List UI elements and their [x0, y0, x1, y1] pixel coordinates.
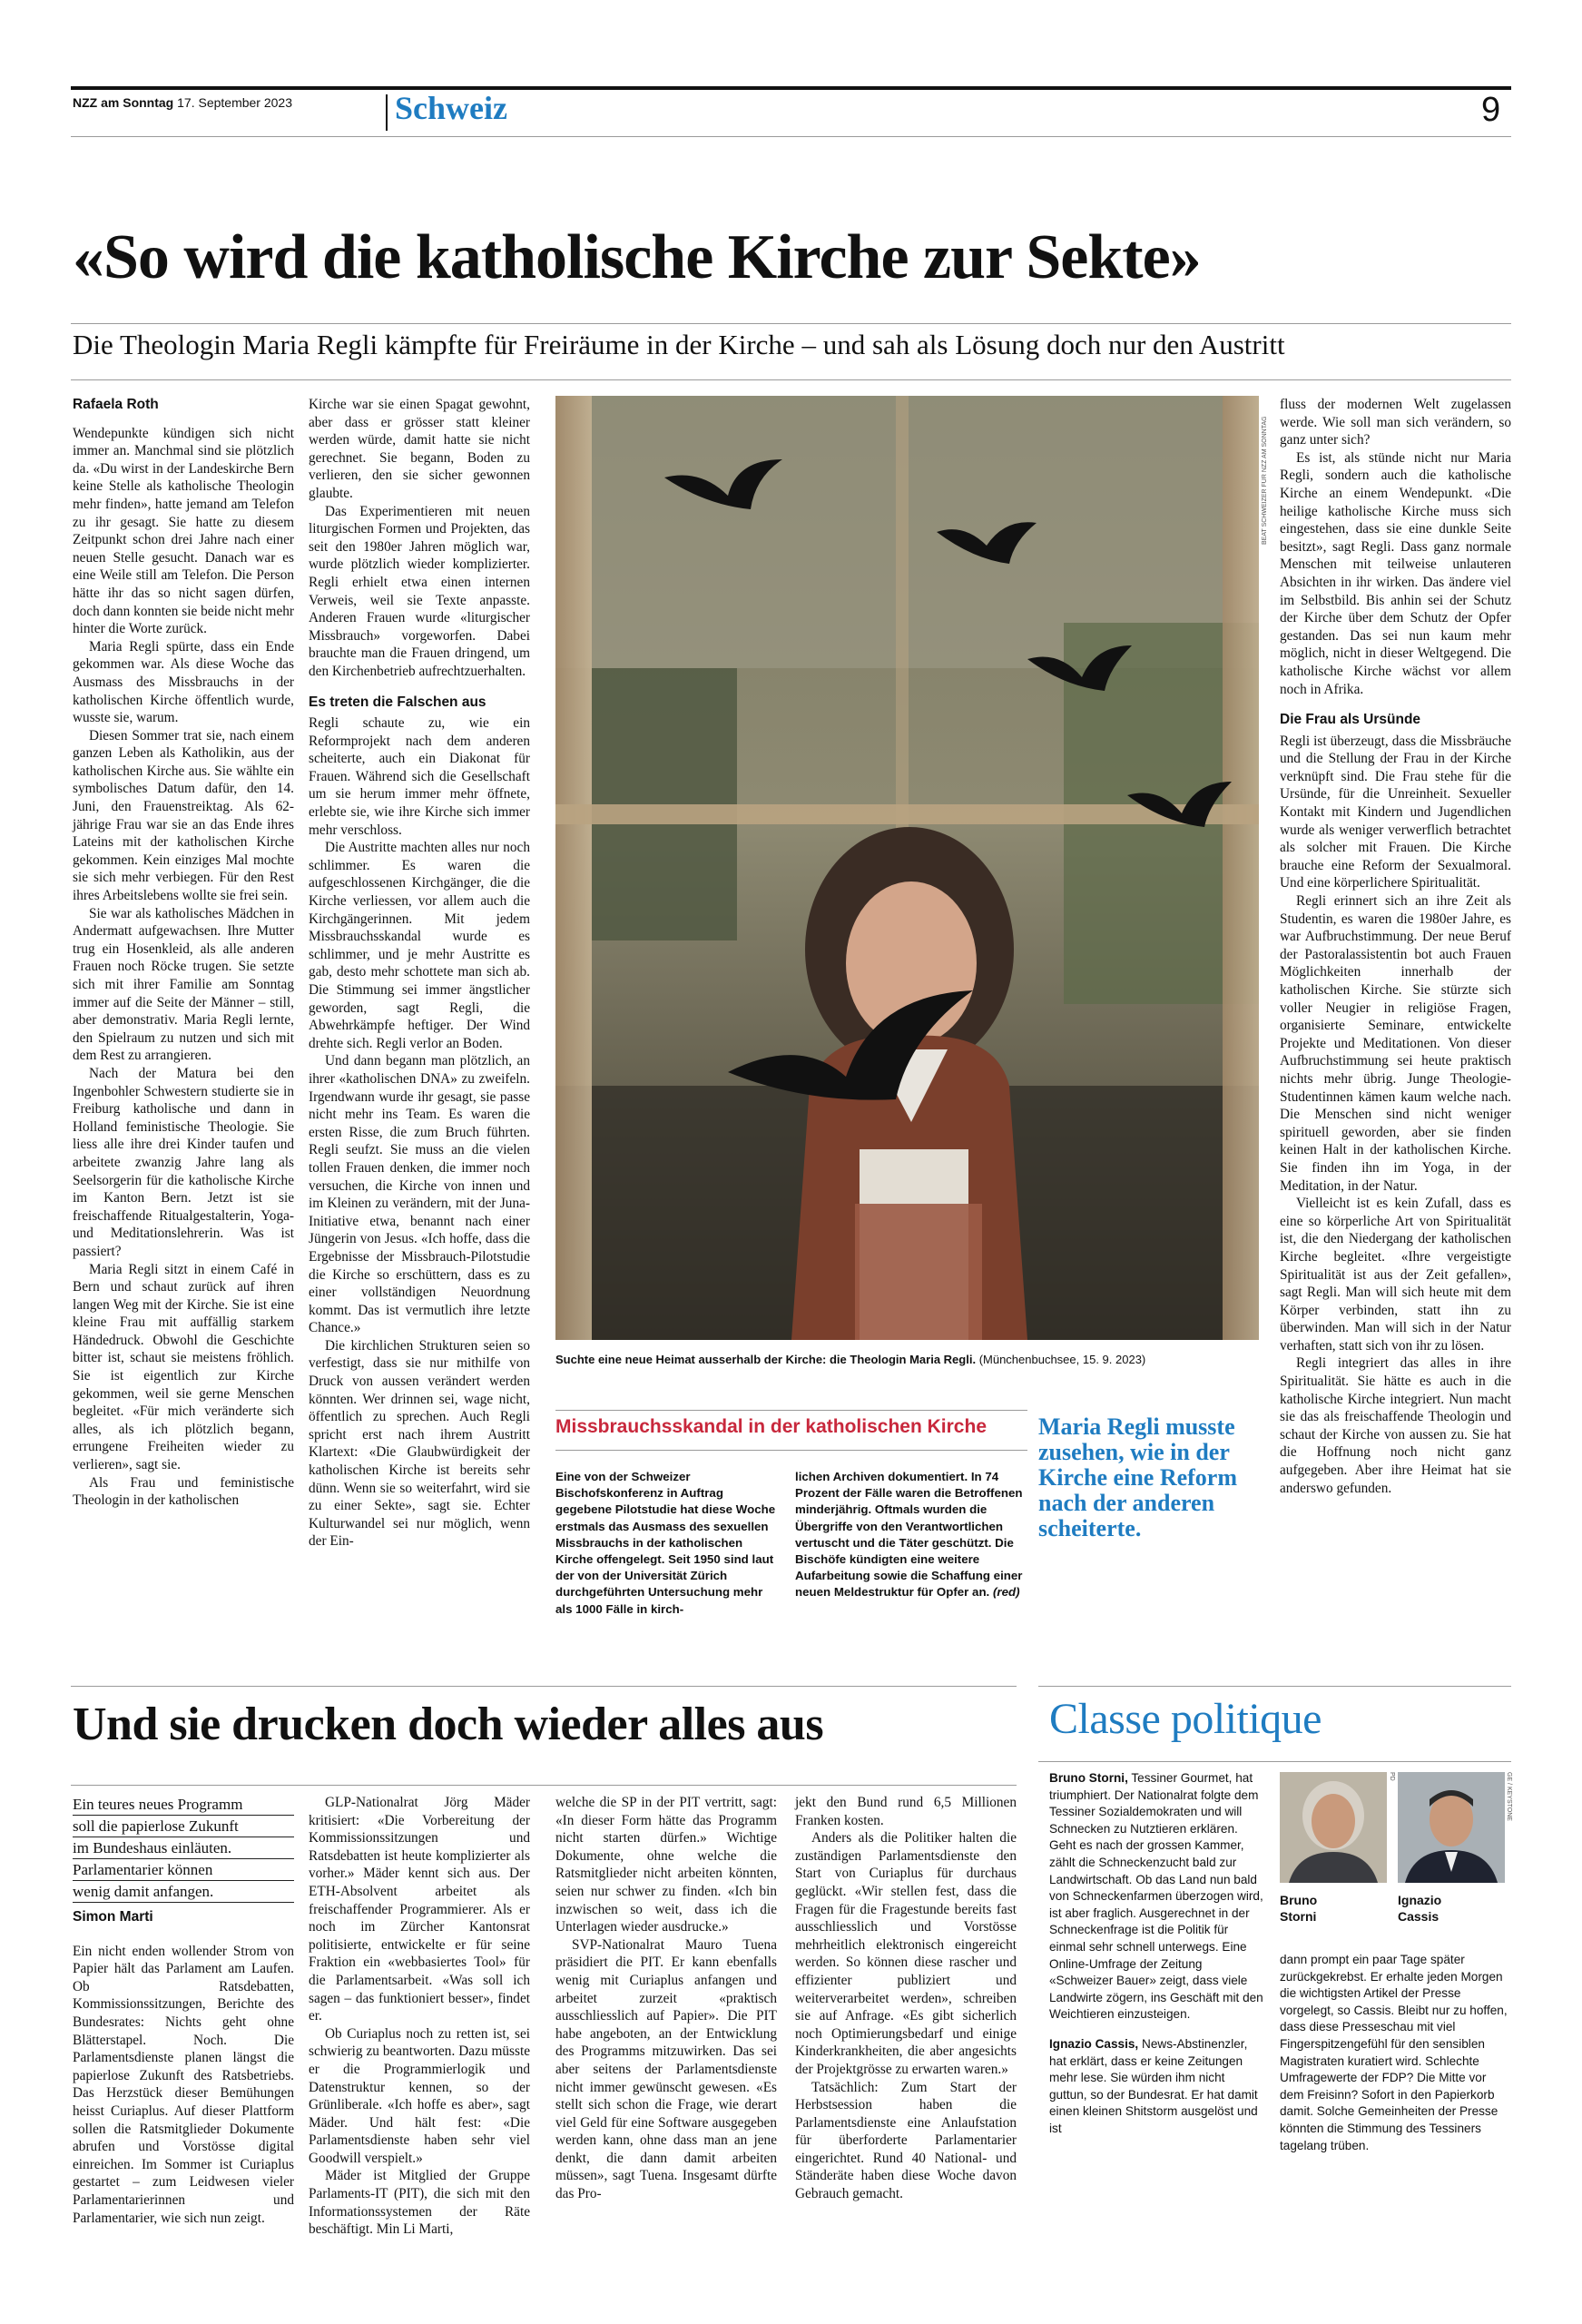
- paragraph: Regli schaute zu, wie ein Reformprojekt nach dem anderen scheiterte, auch ein Diakonat für Frauen. Während sich die Gesellschaft um sie herum immer mehr öffnete, erlebte sie, wie ihre Kirche sich immer mehr verschloss.: [309, 715, 530, 838]
- paper-name: [73, 95, 292, 110]
- author: Rafaela Roth: [73, 397, 159, 412]
- paragraph: Es ist, als stünde nicht nur Maria Regli, sondern auch die katholische Kirche an einem Wendepunkt. «Die heilige katholische Kirche muss sich eingestehen, dass sie eine dunkle Seite besitzt», sagt Regli. Dass ganz normale Menschen mit teilweise unlauteren Absichten in ihr wirken. Das ändere viel im Selbstbild. Bis anhin sei der Schutz der Kirche über dem Schutz der Opfer gestanden. Das sei nun kaum mehr möglich, nicht in dieser Weltgegend. Die katholische Kirche wächst vor allem noch in Afrika.: [1280, 449, 1511, 697]
- article-column-4: [1280, 396, 1511, 1497]
- article-column-2: [309, 396, 530, 1551]
- paragraph: Regli integriert das alles in ihre Spiritualität. Sie hätte es auch in die katholische Kirche integriert. Nun macht sie das als freischaffende Theologin und schaut der Kirche von aussen zu. Sie hat die Hoffnung noch nicht ganz aufgegeben. Aber ihre Heimat hat sie anderswo gefunden.: [1280, 1355, 1511, 1496]
- paragraph: Als Frau und feministische Theologin in der katholischen: [73, 1474, 294, 1509]
- paragraph: Ein nicht enden wollender Strom von Papier hält das Parlament am Laufen. Ob Ratsdebatten, Kommissionssitzungen, Berichte des Bundesrates: Nichts geht ohne Blätterstapel. Noch. Die Parlamentsdienste planen längst die papierlose Zukunft des Ratsbetriebs. Das Herzstück dieser Bemühungen heisst Curiaplus. Auf dieser Plattform sollen die Ratsmitglieder Dokumente abrufen und Vorstösse digital einreichen. Im Sommer ist Curiaplus gestartet – zum Leidwesen vieler Parlamentarierinnen und Parlamentarier, wie sich nun zeigt.: [73, 1943, 294, 2226]
- photo-illustration: [555, 396, 1259, 1340]
- classe-politique-title: Classe politique: [1049, 1695, 1322, 1743]
- caption-location: (Münchenbuchsee, 15. 9. 2023): [978, 1353, 1146, 1366]
- paragraph: welche die SP in der PIT vertritt, sagt: «In dieser Form hätte das Programm nicht starten dürfen.» Wichtige Dokumente, ohne welche die Ratsmitglieder nicht arbeiten könnten, seien nur schwer zu finden. «Ich bin inzwischen so weit, dass ich die Unterlagen wieder ausdrucke.»: [555, 1795, 777, 1935]
- info-box-text: Eine von der Schweizer Bischofskonferenz in Auftrag gegebene Pilotstudie hat diese Woche erstmals das Ausmass des sexuellen Missbrauchs in der katholischen Kirche offengelegt. Seit 1950 sind laut der von der Universität Zürich durchgeführten Untersuchung mehr als 1000 Fälle in kirch-: [555, 1470, 776, 1616]
- paragraph: Ob Curiaplus noch zu retten ist, sei schwierig zu beantworten. Dazu müsste er die Programmierlogik und Datenstruktur kennen, so der Grünliberale. «Ich hoffe es aber», sagt Mäder. Und hält fest: «Die Parlamentsdienste haben sehr viel Goodwill verspielt.»: [309, 2025, 530, 2166]
- photo-label-cassis: Ignazio Cassis: [1398, 1893, 1442, 1924]
- page-number: 9: [1481, 91, 1501, 129]
- article-separator: [71, 1686, 1017, 1687]
- person-name: Ignazio Cassis,: [1049, 2036, 1139, 2051]
- paragraph: Anders als die Politiker halten die zuständigen Parlamentsdienste den Start von Curiaplus für durchaus geglückt. «Wir stellen fest, dass die Fragen für die Fragestunde bereits fast ausschliesslich und Vorstösse mehrheitlich elektronisch eingereicht werden. So können diese rascher und effizienter publiziert und weiterverarbeitet werden», schreiben sie auf Anfrage. «Es gibt sicherlich noch Optimierungsbedarf und einige Kinderkrankheiten, die aber angesichts der Projektgrösse zu erwarten waren.»: [795, 1830, 1017, 2077]
- portrait-bruno-storni: [1280, 1772, 1387, 1883]
- article-column-1: [73, 396, 294, 1510]
- paragraph: Sie war als katholisches Mädchen in Andermatt aufgewachsen. Ihre Mutter trug ein Hosenkleid, als alle anderen Frauen noch Röcke trugen. Sie setzte sich mit ihrer Familie am Sonntag immer auf die Seite der Männer – still, aber demonstrativ. Maria Regli lernte, den Spielraum zu nutzen und sich mit dem Rest zu arrangieren.: [73, 905, 294, 1064]
- paragraph: Mäder ist Mitglied der Gruppe Parlaments-IT (PIT), die sich mit den Informationssystemen der Räte beschäftigt. Min Li Marti,: [309, 2168, 530, 2238]
- paragraph: Das Experimentieren mit neuen liturgischen Formen und Projekten, das seit den 1980er Jahren möglich war, wurde plötzlich wieder komplizierter. Regli erhielt etwa einen internen Verweis, weil sie Texte anpasste. Anderen Frauen wurde «liturgischer Missbrauch» vorgeworfen. Dabei brauchte man die Frauen dringend, um den Kirchenbetrieb aufrechtzuerhalten.: [309, 503, 530, 679]
- pull-quote: Maria Regli musste zusehen, wie in der Kirche eine Reform nach der anderen scheiterte.: [1038, 1413, 1237, 1541]
- masthead-underline: [71, 136, 1511, 137]
- paragraph: jekt den Bund rund 6,5 Millionen Franken kosten.: [795, 1795, 1017, 1828]
- article-2-column-2: [309, 1794, 530, 2239]
- teaser-line: Parlamentarier können: [73, 1859, 294, 1881]
- portrait-photo: [555, 396, 1259, 1340]
- paragraph: Maria Regli sitzt in einem Café in Bern und schaut zurück auf ihren langen Weg mit der Kirche. Sie ist eine kleine Frau mit auffällig starkem Händedruck. Obwohl die Geschichte bitter ist, schaut sie meistens fröhlich. Sie ist eigentlich zur Kirche gekommen, weil sie gerne Menschen begleitet. «Für mich veränderte sich alles, als ich plötzlich begann, errungene Freiheiten wieder zu verlieren», sagt sie.: [73, 1261, 294, 1473]
- paragraph: Vielleicht ist es kein Zufall, dass es eine so körperliche Art von Spiritualität ist, die den Niedergang der katholischen Kirche begleitet. «Ihre vergeistigte Spiritualität ist aus der Zeit gefallen», sagt Regli. Man will sich heute mit dem Körper verbinden, statt ihn zu überwinden. Man will sich in der Natur verhaften, statt sich von ihr zu lösen.: [1280, 1196, 1511, 1354]
- classe-text: Tessiner Gourmet, hat triumphiert. Der Nationalrat folgte dem Tessiner Sozialdemokraten und will Schnecken zu Nutztieren erklären. Geht es nach der grossen Kammer, zählt die Schneckenzucht bald zur Landwirtschaft. Ob das Land nun bald von Schneckenfarmen überzogen wird, ist aber fraglich. Ausgerechnet in der Schneckenfrage ist die Politik für einmal sehr schnell unterwegs. Eine Online-Umfrage der Zeitung «Schweizer Bauer» zeigt, dass viele Landwirte zögern, ins Geschäft mit den Weichtieren einzusteigen.: [1049, 1771, 1263, 2022]
- paragraph: Diesen Sommer trat sie, nach einem ganzen Leben als Katholikin, aus der katholischen Kirche aus. Sie wählte ein symbolisches Datum dafür, den 14. Juni, den Frauenstreiktag. Als 62-jährige Frau war sie an das Ende ihres Lateins mit der katholischen Kirche gekommen. Kein einziges Mal mochte sie sich mehr verbiegen. Für den Rest ihres Arbeitslebens wollte sie frei sein.: [73, 727, 294, 904]
- teaser-line: Ein teures neues Programm: [73, 1794, 294, 1816]
- paragraph: GLP-Nationalrat Jörg Mäder kritisiert: «Die Vorbereitung der Kommissionssitzungen und Ratsdebatten ist heute komplizierter als vorher.» Mäder kennt sich aus. Der ETH-Absolvent arbeitet als freischaffender Programmierer. Als er noch im Zürcher Kantonsrat politisierte, entwickelte er für seine Fraktion ein «webbasiertes Tool» für die Parlamentsarbeit. «Was soll ich sagen – das funktioniert besser», findet er.: [309, 1795, 530, 2024]
- box-title-rule: [555, 1450, 1027, 1451]
- subheading: Es treten die Falschen aus: [309, 694, 486, 710]
- subheading: Die Frau als Ursünde: [1280, 712, 1421, 728]
- article-2-headline: Und sie drucken doch wieder alles aus: [73, 1699, 824, 1750]
- top-rule: [71, 86, 1511, 90]
- subhead: Die Theologin Maria Regli kämpfte für Freiräume in der Kirche – und sah als Lösung doch nur den Austritt: [73, 329, 1285, 360]
- paragraph: Nach der Matura bei den Ingenbohler Schwestern studierte sie in Freiburg katholische und dann in Holland feministische Theologie. Sie liess alle ihre drei Kinder taufen und arbeitete zwanzig Jahre lang als Seelsorgerin für die katholische Kirche im Kanton Bern. Jetzt ist sie freischaffende Ritualgestalterin, Yoga- und Meditationslehrerin. Was ist passiert?: [73, 1065, 294, 1259]
- paragraph: Maria Regli spürte, dass ein Ende gekommen war. Als diese Woche das Ausmass des Missbrauchs in der katholischen Kirche öffentlich wurde, wusste sie, warum.: [73, 638, 294, 726]
- paragraph: Und dann begann man plötzlich, an ihrer «katholischen DNA» zu zweifeln. Irgendwann wurde ihr gesagt, sie passe nicht mehr ins Team. Es waren die ersten Risse, die zum Bruch führten. Regli seufzt. Sie muss an die vielen tollen Frauen denken, die immer noch versuchen, die Kirche von innen und im Kleinen zu verändern, mit der Juna-Initiative etwa, benannt nach einer Jüngerin von Jesus. «Ich hoffe, dass die Ergebnisse der Missbrauch-Pilotstudie die Kirche so erschüttern, dass es zu einer vollständigen Neuordnung kommt. Das ist vermutlich ihre letzte Chance.»: [309, 1053, 530, 1336]
- headline: «So wird die katholische Kirche zur Sekte»: [73, 222, 1201, 292]
- person-name: Bruno Storni,: [1049, 1771, 1128, 1785]
- photo-credit: BEAT SCHWEIZER FÜR NZZ AM SONNTAG: [1262, 416, 1268, 545]
- classe-title-rule: [1038, 1761, 1511, 1762]
- info-box-signature: (red): [992, 1585, 1020, 1600]
- paragraph: Regli erinnert sich an ihre Zeit als Studentin, es waren die 1980er Jahre, es war Aufbruchstimmung. Der neue Beruf der Pastoralassistentin bot auch Frauen Möglichkeiten innerhalb der katholischen Kirche. Sie stürzte sich voller Neugier in religiöse Fragen, organisierte Seminare, entwickelte Projekte und Meditationen. Von dieser Aufbruchstimmung sei heute praktisch nichts mehr übrig. Junge Theologie-Studentinnen kämen kaum welche nach. Die Menschen sind nicht weniger spirituell geworden, aber sie finden keinen Halt in der katholischen Kirche. Sie finden ihn im Yoga, in der Meditation, in der Natur.: [1280, 893, 1511, 1194]
- paragraph: Die kirchlichen Strukturen seien so verfestigt, dass sie nur mithilfe von Druck von aussen verändert werden könnten. Wer drinnen sei, wage nicht, öffentlich zu sprechen. Auch Regli spricht erst nach ihrem Austritt Klartext: «Die Glaubwürdigkeit der katholischen Kirche ist bereits sehr dünn. Wenn sie so weiterfahrt, wird sie zu einer Sekte», sagt sie. Echter Kulturwandel sei nur möglich, wenn der Ein-: [309, 1337, 530, 1550]
- box-top-rule: [555, 1410, 1027, 1411]
- paragraph: Kirche war sie einen Spagat gewohnt, aber dass er grösser statt kleiner werden würde, damit hatte sie nicht gerechnet. Sie begann, Boden zu verlieren, den sie sicher gewonnen glaubte.: [309, 397, 530, 501]
- paragraph: Die Austritte machten alles nur noch schlimmer. Es waren die aufgeschlossenen Kirchgänger, die die Kirche verliessen, vor allem auch die Kirchgängerinnen. Mit jedem Missbrauchsskandal wurde es schlimmer, und je mehr Austritte es gab, desto mehr schottete man sich ab. Die Stimmung sei immer ängstlicher geworden, sagt Regli, die Abwehrkämpfe heftiger. Der Wind drehte sich. Regli verlor an Boden.: [309, 840, 530, 1051]
- article-separator: [1038, 1686, 1511, 1687]
- credit-cassis: GE / KEYSTONE: [1506, 1772, 1512, 1821]
- section-title: Schweiz: [395, 90, 507, 126]
- info-box-col-1: [555, 1469, 777, 1618]
- paragraph: Tatsächlich: Zum Start der Herbstsession haben die Parlamentsdienste eine Anlaufstation für überforderte Parlamentarier eingerichtet. Rund 40 National- und Ständeräte haben diese Woche davon Gebrauch gemacht.: [795, 2079, 1017, 2202]
- teaser: [73, 1794, 294, 1903]
- article-2-column-1: [73, 1794, 294, 2227]
- headline-rule: [71, 323, 1511, 324]
- caption-text: Suchte eine neue Heimat ausserhalb der Kirche: die Theologin Maria Regli.: [555, 1353, 977, 1366]
- teaser-line: im Bundeshaus einläuten.: [73, 1837, 294, 1859]
- issue-date: 17. September 2023: [177, 95, 292, 110]
- classe-col-2: [1280, 1952, 1511, 2154]
- info-box-title: Missbrauchsskandal in der katholischen Kirche: [555, 1416, 987, 1437]
- article-2-column-4: [795, 1794, 1017, 2203]
- article-2-headline-rule: [71, 1785, 1017, 1786]
- paragraph: Regli ist überzeugt, dass die Missbräuche und die Stellung der Frau in der Kirche verknüpft sind. Die Frau stehe für die Ursünde, für die Unreinheit. Sexueller Kontakt mit Kindern und Jugendlichen wurde als weniger verwerflich betrachtet als solcher mit Frauen. Die Kirche brauche eine Reform der Sexualmoral. Und eine körperlichere Spiritualität.: [1280, 733, 1511, 891]
- person-photo: [1398, 1772, 1505, 1883]
- credit-storni: PD: [1389, 1772, 1395, 1781]
- article-2-author: Simon Marti: [73, 1909, 153, 1925]
- classe-text: dann prompt ein paar Tage später zurückgekrebst. Er erhalte jeden Morgen die wichtigsten Artikel der Presse vorgelegt, so Cassis. Bleibt nur zu hoffen, dass diese Presseschau mit viel Fingerspitzengefühl für den sensiblen Magistraten kuratiert wird. Schlechte Umfragewerte der FDP? Die Mitte vor dem Freisinn? Sofort in den Papierkorb damit. Solche Gemeinheiten der Presse könnten die Stimmung des Tessiners tagelang trüben.: [1280, 1953, 1508, 2152]
- person-photo: [1280, 1772, 1387, 1883]
- paragraph: SVP-Nationalrat Mauro Tuena präsidiert die PIT. Er kann ebenfalls wenig mit Curiaplus anfangen und arbeitet zurzeit «praktisch ausschliesslich auf Papier». Die PIT habe angeboten, an der Entwicklung des Programms mitzuwirken. Das sei aber seitens der Parlamentsdienste nicht immer gewünscht gewesen. «Es stellt sich schon die Frage, wie derart viel Geld für eine Software ausgegeben werden kann, ohne dass man an jene denkt, die dann damit arbeiten müssen», sagt Tuena. Insgesamt dürfte das Pro-: [555, 1936, 777, 2202]
- article-2-column-3: [555, 1794, 777, 2203]
- subhead-rule: [71, 379, 1511, 380]
- section-divider: [386, 94, 388, 131]
- photo-label-storni: Bruno Storni: [1280, 1893, 1318, 1924]
- teaser-line: wenig damit anfangen.: [73, 1881, 294, 1903]
- portrait-ignazio-cassis: [1398, 1772, 1505, 1883]
- info-box-text: lichen Archiven dokumentiert. In 74 Prozent der Fälle waren die Betroffenen minderjährig. Oftmals wurden die Übergriffe von den Verantwortlichen vertuscht und die Täter geschützt. Die Bischöfe kündigten eine weitere Aufarbeitung sowie die Schaffung einer neuen Meldestruktur für Opfer an.: [795, 1470, 1023, 1600]
- classe-item: [1049, 2036, 1263, 2138]
- classe-item: [1049, 1770, 1263, 2024]
- classe-col-1: [1049, 1770, 1263, 2137]
- info-box-col-2: [795, 1469, 1024, 1601]
- teaser-line: soll die papierlose Zukunft: [73, 1816, 294, 1837]
- paragraph: fluss der modernen Welt zugelassen werde. Wie soll man sich verändern, so ganz unter sich?: [1280, 397, 1511, 448]
- classe-text: News-Abstinenzler, hat erklärt, dass er keine Zeitungen mehr lese. Sie würden ihm nicht guttun, so der Bundesrat. Er hat damit einen kleinen Shitstorm ausgelöst und ist: [1049, 2036, 1258, 2135]
- paragraph: Wendepunkte kündigen sich nicht immer an. Manchmal sind sie plötzlich da. «Du wirst in der Landeskirche Bern keine Stelle als katholische Theologin mehr finden», hatte jemand am Telefon zu ihr gesagt. Sie hatte zu diesem Zeitpunkt schon drei Jahre nach einer neuen Stelle gesucht. Danach war es eine Weile still am Telefon. Die Person hätte ihr das so nicht sagen dürfen, doch dann konnten sie beide nicht mehr hinter die Worte zurück.: [73, 425, 294, 637]
- paper-name-text: NZZ am Sonntag: [73, 95, 174, 110]
- photo-caption: [555, 1353, 1272, 1366]
